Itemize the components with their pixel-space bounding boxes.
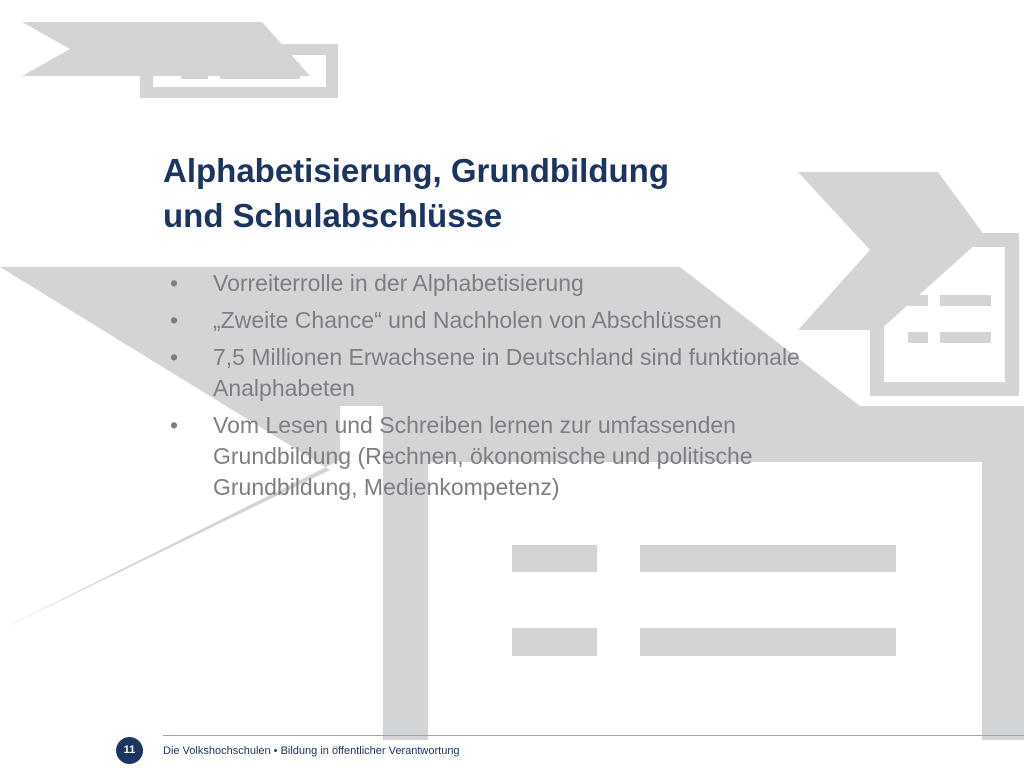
bullet-item <box>170 268 820 299</box>
page-number-badge: 11 <box>116 737 143 764</box>
bullet-item <box>170 410 820 503</box>
footer-text: Die Volkshochschulen • Bildung in öffentlicher Verantwortung <box>163 745 460 757</box>
bullet-text: Vom Lesen und Schreiben lernen zur umfassenden Grundbildung (Rechnen, ökonomische und politische Grundbildung, Medienkompetenz) <box>213 412 753 500</box>
footer-divider <box>163 735 1024 736</box>
flag-banner-icon <box>798 172 985 330</box>
slide-title-line-2: und Schulabschlüsse <box>163 197 503 234</box>
list-lines-icon <box>512 545 896 656</box>
slide-title <box>163 148 803 238</box>
bullet-icon: • <box>170 307 179 333</box>
bullet-icon: • <box>170 412 179 438</box>
bullet-list <box>170 268 820 509</box>
bullet-icon: • <box>170 344 179 370</box>
bullet-text: 7,5 Millionen Erwachsene in Deutschland sind funktionale Analphabeten <box>213 344 800 401</box>
list-lines-icon <box>908 295 991 343</box>
bullet-text: „Zweite Chance“ und Nachholen von Abschlüssen <box>213 307 722 333</box>
bullet-item <box>170 305 820 336</box>
bullet-text: Vorreiterrolle in der Alphabetisierung <box>213 270 584 296</box>
slide-title-line-1: Alphabetisierung, Grundbildung <box>163 152 669 189</box>
bullet-icon: • <box>170 270 179 296</box>
bullet-item <box>170 342 820 404</box>
